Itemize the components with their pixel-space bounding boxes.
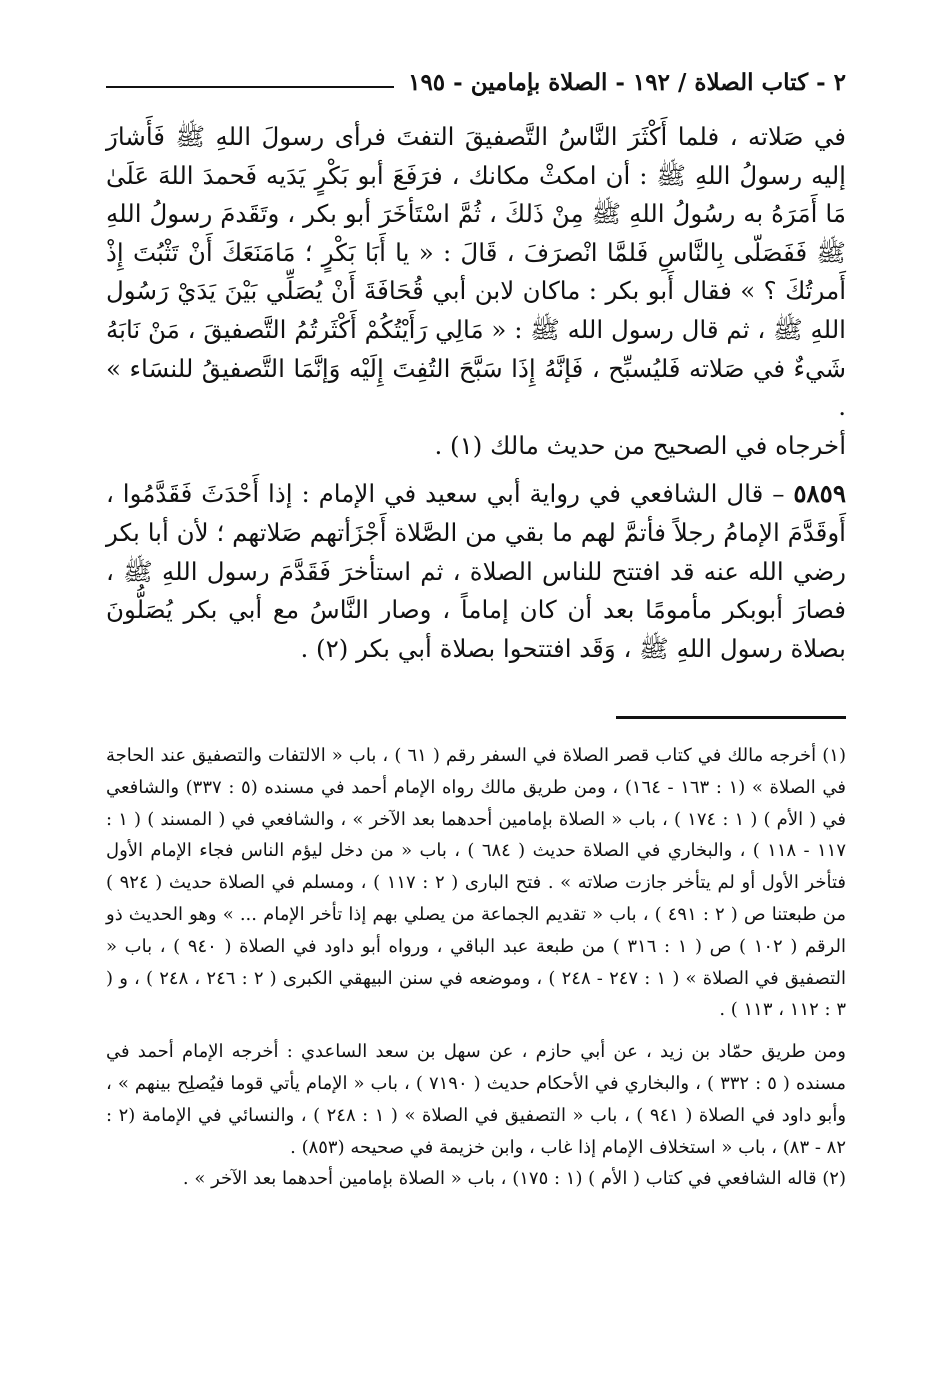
entry-text: – قال الشافعي في رواية أبي سعيد في الإمام : إذا أَحْدَثَ فَقَدَّمُوا ، أَوقَدَّمَ الإمامُ رجلاً فأتمَّ لهم ما بقي من الصَّلاة أَجْزَأتهم صَلاتهم ؛ لأن أبا بكر رضي الله عنه قد افتتح للناس الصلاة ، ثم استأخرَ فَقَدَّمَ رسول اللهِ ﷺ ، فصارَ أبوبكر مأمومًا بعد أن كان إماماً ، وصار النَّاسُ مع أبي بكر يُصَلُّونَ بصلاة رسول اللهِ ﷺ ، وَقَد افتتحوا بصلاة أبي بكر (٢) .: [106, 479, 846, 663]
hadith-paragraph: في صَلاته ، فلما أَكْثَرَ النَّاسُ التَّصفيقَ التفتَ فرأى رسولَ اللهِ ﷺ فَأَشارَ إليه رسولُ اللهِ ﷺ : أن امكثْ مكانك ، فرَفَعَ أبو بَكْرٍ يَدَيه فَحمدَ اللهَ عَلَىٰ مَا أَمَرَهُ به رسُولُ اللهِ ﷺ مِنْ ذَلكَ ، ثُمَّ اسْتَأخَرَ أبو بكر ، وتَقَدمَ رسولُ اللهِ ﷺ فَفَصَلّى بِالنَّاسِ فَلمَّا انْصرَفَ ، قَالَ : « يا أَبَا بَكْرٍ ؛ مَامَنَعَكَ أَنْ تَثْبُتَ إِذْ أَمرتُكَ ؟ » فقال أَبو بكر : ماكان لابن أبي قُحَافَةَ أَنْ يُصَلِّي بَيْنَ يَدَيْ رَسُول اللهِ ﷺ ، ثم قال رسول الله ﷺ : « مَالِي رَأَيْتُكُمْ أَكْثَرتُمُ التَّصفيقَ ، مَنْ نَابَهُ شَيءٌ في صَلاته فَليُسبِّح ، فَإنَّهُ إِذَا سَبَّحَ التُفِتَ إِلَيْه وَإنَّمَا التَّصفيقُ للنسَاء » .: [106, 122, 846, 422]
footnotes: [106, 740, 846, 1195]
running-head-rule: [106, 86, 394, 88]
source-line: أخرجاه في الصحيح من حديث مالك (١) .: [434, 430, 846, 460]
running-head: [106, 62, 846, 102]
entry-number: ٥٨٥٩: [793, 479, 846, 509]
footnote-1: (١) أخرجه مالك في كتاب قصر الصلاة في السفر رقم ( ٦١ ) ، باب « الالتفات والتصفيق عند الحاجة في الصلاة » (١ : ١٦٣ - ١٦٤) ، ومن طريق مالك رواه الإمام أحمد في مسنده (٥ : ٣٣٧) والشافعي في ( الأم ) ( ١ : ١٧٤ ) ، باب « الصلاة بإمامين أحدهما بعد الآخر » ، والشافعي في ( المسند ) ( ١ : ١١٧ - ١١٨ ) ، والبخاري في الصلاة حديث ( ٦٨٤ ) ، باب « من دخل ليؤم الناس فجاء الإمام الأول فتأخر الأول أو لم يتأخر جازت صلاته » . فتح البارى ( ٢ : ١١٧ ) ، ومسلم في الصلاة حديث ( ٩٢٤ ) من طبعتنا ص ( ٢ : ٤٩١ ) ، باب « تقديم الجماعة من يصلي بهم إذا تأخر الإمام ... » وهو الحديث ذو الرقم ( ١٠٢ ) ص ( ١ : ٣١٦ ) من طبعة عبد الباقي ، ورواه أبو داود في الصلاة ( ٩٤٠ ) ، باب « التصفيق في الصلاة » ( ١ : ٢٤٧ - ٢٤٨ ) ، وموضعه في سنن البيهقي الكبرى ( ٢ : ٢٤٦ ، ٢٤٨ ) ، و ( ٣ : ١١٢ ، ١١٣ ) .: [106, 745, 847, 1021]
entry-paragraph: [106, 475, 846, 668]
footnote-1-continued: ومن طريق حمّاد بن زيد ، عن أبي حازم ، عن سهل بن سعد الساعدي : أخرجه الإمام أحمد في مسنده ( ٥ : ٣٣٢ ) ، والبخاري في الأحكام حديث ( ٧١٩٠ ) ، باب « الإمام يأتي قوما فيُصلِح بينهم » ، وأبو داود في الصلاة ( ٩٤١ ) ، باب « التصفيق في الصلاة » ( ١ : ٢٤٨ ) ، والنسائي في الإمامة (٢ : ٨٢ - ٨٣) ، باب « استخلاف الإمام إذا غاب ، وابن خزيمة في صحيحه (٨٥٣) .: [106, 1041, 847, 1158]
footnote-2: (٢) قاله الشافعي في كتاب ( الأم ) (١ : ١٧٥) ، باب « الصلاة بإمامين أحدهما بعد الآخر » .: [182, 1168, 846, 1190]
running-head-text: ٢ - كتاب الصلاة / ١٩٢ - الصلاة بإمامين - ١٩٥: [408, 68, 846, 96]
main-text: [106, 118, 846, 668]
footnote-separator: [616, 716, 846, 719]
